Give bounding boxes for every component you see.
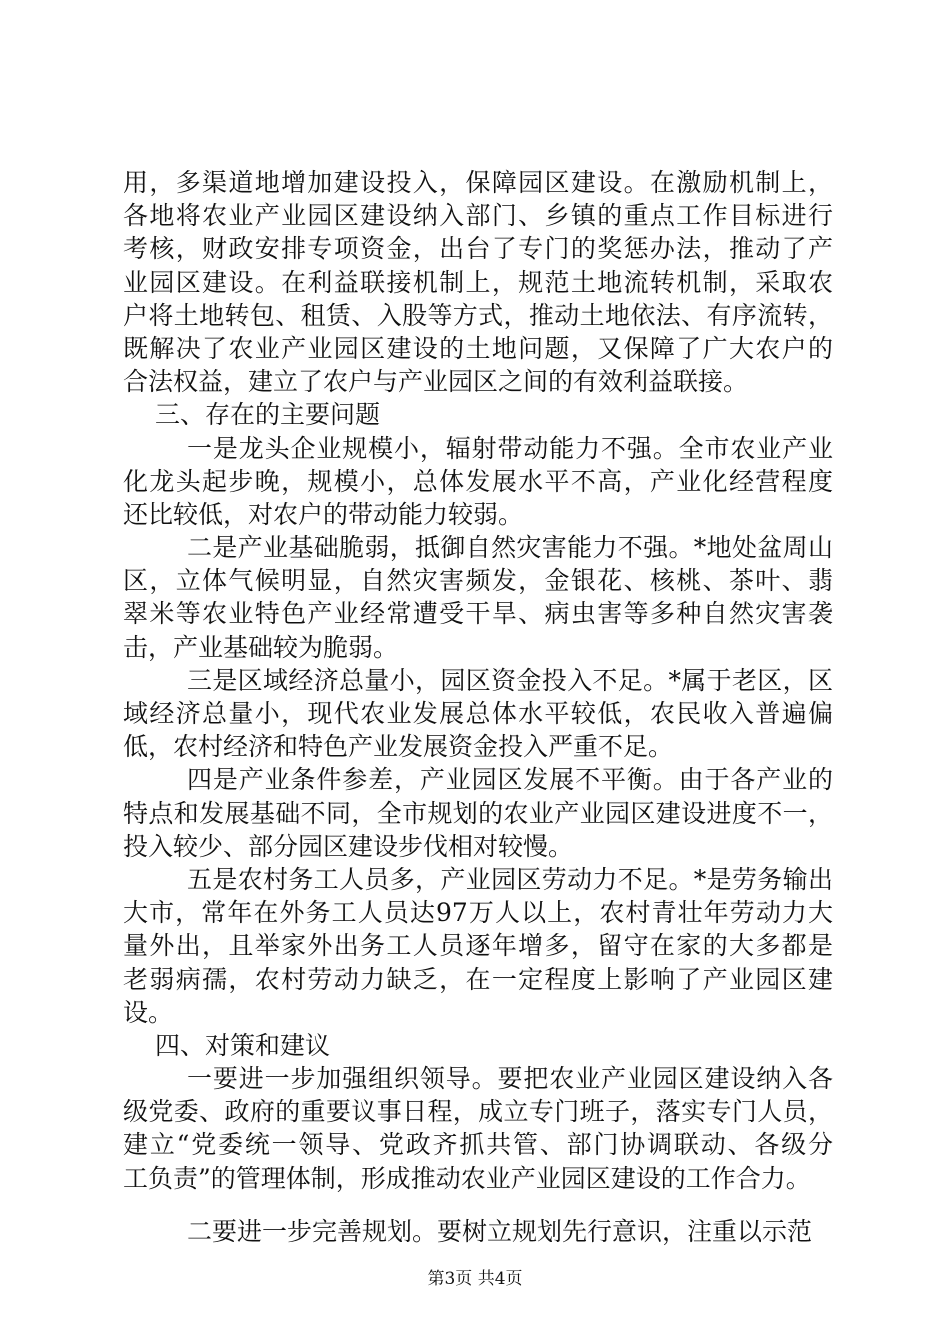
- body-line: 老弱病孺，农村劳动力缺乏，在一定程度上影响了产业园区建: [123, 964, 833, 994]
- page-number-footer: 第3页 共4页: [427, 1269, 523, 1289]
- body-line: 工负责”的管理体制，形成推动农业产业园区建设的工作合力。: [123, 1163, 811, 1193]
- body-line: 级党委、政府的重要议事日程，成立专门班子，落实专门人员，: [123, 1097, 833, 1127]
- body-line: 业园区建设。在利益联接机制上，规范土地流转机制，采取农: [123, 267, 833, 297]
- body-line: 翠米等农业特色产业经常遭受干旱、病虫害等多种自然灾害袭: [123, 599, 833, 629]
- paragraph-first-line: 一是龙头企业规模小，辐射带动能力不强。全市农业产业: [187, 433, 833, 463]
- body-line: 投入较少、部分园区建设步伐相对较慢。: [123, 831, 574, 861]
- body-line: 各地将农业产业园区建设纳入部门、乡镇的重点工作目标进行: [123, 201, 833, 231]
- body-line: 用，多渠道地增加建设投入，保障园区建设。在激励机制上，: [123, 168, 833, 197]
- body-line: 区，立体气候明显，自然灾害频发，金银花、核桃、茶叶、翡: [123, 566, 833, 596]
- paragraph-first-line: 三是区域经济总量小，园区资金投入不足。*属于老区，区: [187, 665, 833, 695]
- paragraph-first-line: 四是产业条件参差，产业园区发展不平衡。由于各产业的: [187, 765, 833, 795]
- paragraph-first-line: 二要进一步完善规划。要树立规划先行意识，注重以示范: [187, 1216, 813, 1246]
- section-heading: 三、存在的主要问题: [155, 400, 381, 430]
- paragraph-first-line: 二是产业基础脆弱，抵御自然灾害能力不强。*地处盆周山: [187, 533, 833, 563]
- body-line: 大市，常年在外务工人员达97万人以上，农村青壮年劳动力大: [123, 898, 833, 928]
- body-line: 设。: [123, 997, 174, 1027]
- document-body: [123, 166, 833, 1248]
- body-line: 还比较低，对农户的带动能力较弱。: [123, 499, 524, 529]
- paragraph-gap: [123, 1195, 833, 1215]
- body-line: 域经济总量小，现代农业发展总体水平较低，农民收入普遍偏: [123, 699, 833, 728]
- body-line: 低，农村经济和特色产业发展资金投入严重不足。: [123, 732, 674, 762]
- body-line: 特点和发展基础不同，全市规划的农业产业园区建设进度不一，: [123, 798, 833, 828]
- body-line: 化龙头起步晚，规模小，总体发展水平不高，产业化经营程度: [123, 466, 833, 496]
- paragraph-first-line: 五是农村务工人员多，产业园区劳动力不足。*是劳务输出: [187, 864, 833, 894]
- section-heading: 四、对策和建议: [155, 1030, 331, 1060]
- body-line: 击，产业基础较为脆弱。: [123, 632, 399, 662]
- body-line: 合法权益，建立了农户与产业园区之间的有效利益联接。: [123, 367, 749, 397]
- body-line: 建立“党委统一领导、党政齐抓共管、部门协调联动、各级分: [123, 1130, 833, 1160]
- body-line: 量外出，且举家外出务工人员逐年增多，留守在家的大多都是: [123, 931, 833, 961]
- body-line: 户将土地转包、租赁、入股等方式，推动土地依法、有序流转，: [123, 300, 833, 330]
- body-line: 既解决了农业产业园区建设的土地问题，又保障了广大农户的: [123, 333, 833, 363]
- body-line: 考核，财政安排专项资金，出台了专门的奖惩办法，推动了产: [123, 234, 833, 264]
- paragraph-first-line: 一要进一步加强组织领导。要把农业产业园区建设纳入各: [187, 1064, 833, 1094]
